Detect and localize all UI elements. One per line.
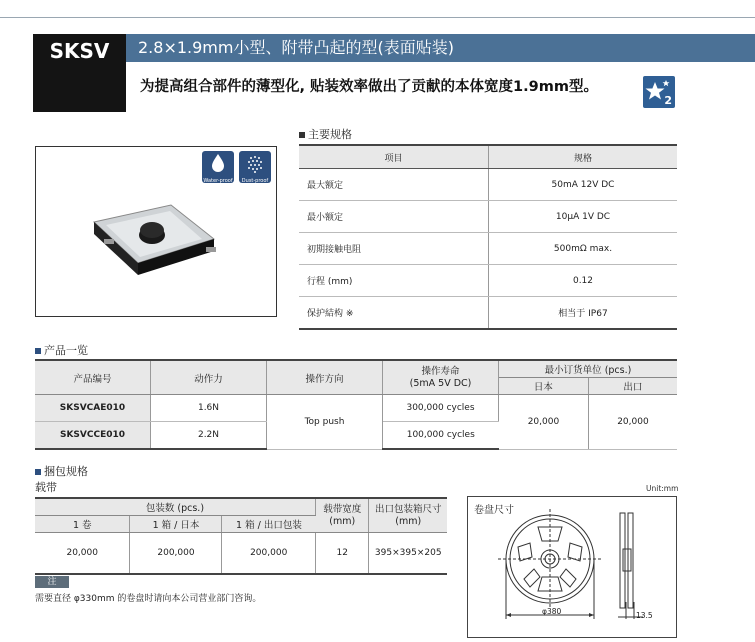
col-export: 出口 xyxy=(588,378,677,395)
reel-diagram xyxy=(467,496,677,638)
products-section-title: 产品一览 xyxy=(35,342,88,358)
table-row: 保护結构 ※ 相当于 IP67 xyxy=(299,297,677,330)
packing-table xyxy=(35,497,447,575)
col-reel: 1 卷 xyxy=(35,516,130,533)
product-photo xyxy=(35,146,277,317)
note-tag: 注 xyxy=(35,576,69,588)
col-box-export: 1 箱 / 出口包装 xyxy=(222,516,315,533)
reel-diameter-label: φ380 xyxy=(542,607,562,616)
packing-subtitle: 载带 xyxy=(35,481,57,494)
col-tape-width: 载带宽度 (mm) xyxy=(315,498,369,533)
products-table xyxy=(35,359,677,450)
col-box-jp: 1 箱 / 日本 xyxy=(130,516,222,533)
col-qty: 包装数 (pcs.) xyxy=(35,498,315,516)
table-row: 初期接触电阻 500mΩ max. xyxy=(299,233,677,265)
unit-label: Unit:mm xyxy=(646,484,679,493)
col-force: 动作力 xyxy=(151,360,267,395)
headline: 为提高组合部件的薄型化, 贴装效率做出了贡献的本体宽度1.9mm型。 xyxy=(140,79,598,95)
col-moq: 最小订货单位 (pcs.) xyxy=(499,360,678,378)
badge-number: 2 xyxy=(664,94,672,107)
table-row: 行程 (mm) 0.12 xyxy=(299,265,677,297)
col-box-size: 出口包装箱尺寸 (mm) xyxy=(369,498,447,533)
specs-section-title: 主要规格 xyxy=(299,126,352,142)
note-text: 需要直径 φ330mm 的卷盘时请向本公司营业部门咨询。 xyxy=(35,594,262,604)
specs-table xyxy=(299,144,677,330)
series-title: 2.8×1.9mm小型、附带凸起的型(表面贴装) xyxy=(126,34,755,62)
specs-col-spec: 规格 xyxy=(489,145,678,169)
table-row: SKSVCCE010 2.2N 100,000 cycles xyxy=(35,422,677,450)
waterproof-label: Water-proof xyxy=(203,178,233,184)
model-name: SKSV xyxy=(33,34,126,112)
star-badge-icon xyxy=(643,76,675,108)
top-rule xyxy=(0,17,755,18)
table-row: 最大额定 50mA 12V DC xyxy=(299,169,677,201)
specs-col-item: 项目 xyxy=(299,145,489,169)
table-row: SKSVCAE010 1.6N Top push 300,000 cycles 20,000 20,000 xyxy=(35,395,677,422)
packing-section-title: 捆包规格 xyxy=(35,463,88,479)
col-japan: 日本 xyxy=(499,378,589,395)
col-part: 产品编号 xyxy=(35,360,151,395)
dustproof-label: Dust-proof xyxy=(241,178,269,184)
reel-width-label: 13.5 xyxy=(636,611,653,620)
reel-title: 卷盘尺寸 xyxy=(474,505,514,516)
dustproof-icon xyxy=(239,151,271,183)
switch-image xyxy=(76,187,226,282)
table-row: 20,000 200,000 200,000 12 395×395×205 xyxy=(35,533,447,575)
col-direction: 操作方向 xyxy=(267,360,383,395)
col-life: 操作寿命 (5mA 5V DC) xyxy=(383,360,499,395)
waterproof-icon xyxy=(202,151,234,183)
table-row: 最小额定 10μA 1V DC xyxy=(299,201,677,233)
